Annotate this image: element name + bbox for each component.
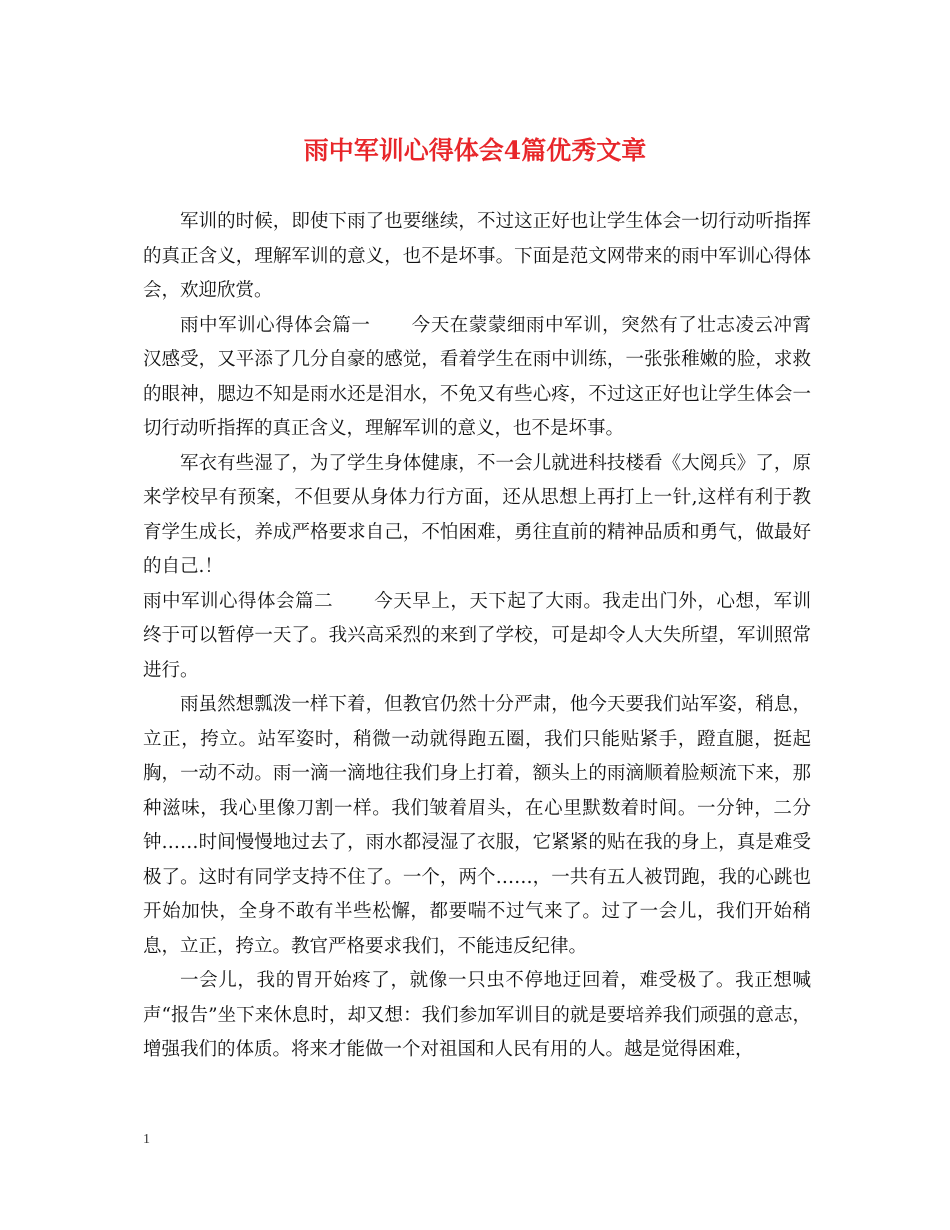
- document-body: [143, 205, 811, 1068]
- paragraph: [143, 447, 811, 585]
- section-heading: 雨中军训心得体会篇二: [143, 590, 334, 612]
- section-heading: 雨中军训心得体会篇一: [180, 314, 371, 336]
- document-title: 雨中军训心得体会4篇优秀文章: [303, 136, 647, 165]
- paragraph-article-one: [143, 309, 811, 447]
- paragraph-text: 军衣有些湿了，为了学生身体健康，不一会儿就进科技楼看《大阅兵》了，原来学校早有预案，不但要从身体力行方面，还从思想上再打上一针,这样有利于教育学生成长，养成严格要求自己，不怕困难，勇往直前的精神品质和勇气，做最好的自己.！: [143, 452, 811, 577]
- paragraph-intro: [143, 205, 811, 309]
- page-number: 1: [143, 1132, 150, 1147]
- paragraph-text: 今天在蒙蒙细雨中军训，突然有了壮志凌云冲霄汉感受，又平添了几分自豪的感觉，看着学生在雨中训练，一张张稚嫩的脸，求救的眼神，腮边不知是雨水还是泪水，不免又有些心疼，不过这正好也让学生体会一切行动听指挥的真正含义，理解军训的意义，也不是坏事。: [143, 314, 811, 439]
- paragraph-text: 雨虽然想瓢泼一样下着，但教官仍然十分严肃，他今天要我们站军姿，稍息，立正，挎立。站军姿时，稍微一动就得跑五圈，我们只能贴紧手，蹬直腿，挺起胸，一动不动。雨一滴一滴地往我们身上打着，额头上的雨滴顺着脸颊流下来，那种滋味，我心里像刀割一样。我们皱着眉头，在心里默数着时间。一分钟，二分钟……时间慢慢地过去了，雨水都浸湿了衣服，它紧紧的贴在我的身上，真是难受极了。这时有同学支持不住了。一个，两个……，一共有五人被罚跑，我的心跳也开始加快，全身不敢有半些松懈，都要喘不过气来了。过了一会儿，我们开始稍息，立正，挎立。教官严格要求我们，不能违反纪律。: [143, 694, 811, 957]
- paragraph-text: 今天早上，天下起了大雨。我走出门外，心想，军训终于可以暂停一天了。我兴高采烈的来到了学校，可是却令人大失所望，军训照常进行。: [143, 590, 811, 681]
- paragraph: [143, 688, 811, 964]
- paragraph-text: 一会儿，我的胃开始疼了，就像一只虫不停地迂回着，难受极了。我正想喊声“报告”坐下来休息时，却又想：我们参加军训目的就是要培养我们顽强的意志，增强我们的体质。将来才能做一个对祖国和人民有用的人。越是觉得困难，: [143, 970, 811, 1060]
- paragraph: [143, 964, 811, 1068]
- paragraph-article-two: [143, 585, 811, 689]
- paragraph-text: 军训的时候，即使下雨了也要继续，不过这正好也让学生体会一切行动听指挥的真正含义，理解军训的意义，也不是坏事。下面是范文网带来的雨中军训心得体会，欢迎欣赏。: [143, 211, 811, 301]
